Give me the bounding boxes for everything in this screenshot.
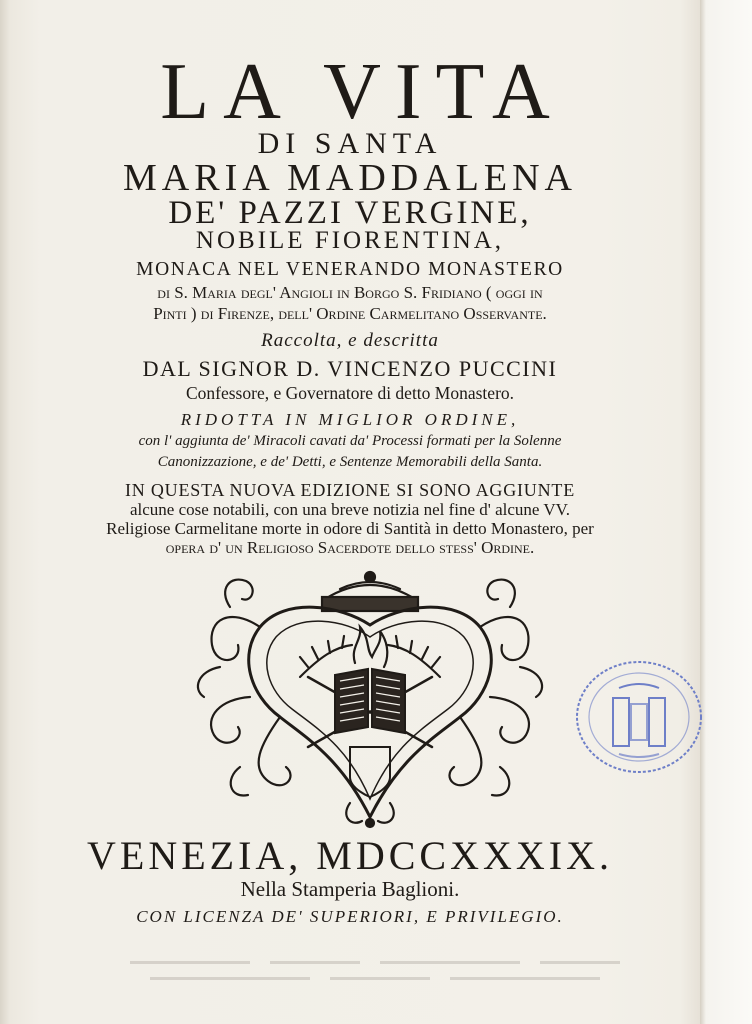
title-line-di-santa: DI SANTA [257,127,443,160]
edition-heading: IN QUESTA NUOVA EDIZIONE SI SONO AGGIUNTE [124,480,575,500]
revision-line-2: con l' aggiunta de' Miracoli cavati da' Processi formati per la Solenne [138,433,562,449]
author-name: DAL SIGNOR D. VINCENZO PUCCINI [142,356,558,381]
library-stamp-icon [573,658,705,776]
imprint-place-date: VENEZIA, MDCCXXXIX. [87,833,613,878]
revision-heading: RIDOTTA IN MIGLIOR ORDINE, [180,410,520,429]
raccolta-line: Raccolta, e descritta [261,330,439,351]
title-line-pazzi: DE' PAZZI VERGINE, [168,195,532,231]
edition-line-4: opera d' un Religioso Sacerdote dello stess' Ordine. [165,538,535,557]
title-line-nobile: NOBILE FIORENTINA, [195,227,505,254]
monastery-line-3: Pinti ) di Firenze, dell' Ordine Carmelitano Osservante. [153,304,547,323]
imprint-license: CON LICENZA DE' SUPERIORI, E PRIVILEGIO. [136,907,564,926]
page-edge [700,0,752,1024]
monastery-line-2: di S. Maria degl' Angioli in Borgo S. Fridiano ( oggi in [157,283,543,302]
edition-line-3: Religiose Carmelitane morte in odore di Santità in detto Monastero, per [106,519,594,538]
show-through-text [120,955,640,995]
book-title: LA VITA [160,48,564,136]
edition-line-2: alcune cose notabili, con una breve notizia nel fine d' alcune VV. [129,500,571,519]
imprint-printer: Nella Stamperia Baglioni. [240,877,460,901]
author-role: Confessore, e Governatore di detto Monastero. [185,383,515,403]
revision-line-3: Canonizzazione, e de' Detti, e Sentenze Memorabili della Santa. [157,454,543,470]
monastery-line-1: MONACA NEL VENERANDO MONASTERO [136,259,564,280]
printers-device-book-icon [190,567,550,829]
title-line-maddalena: MARIA MADDALENA [123,157,577,199]
